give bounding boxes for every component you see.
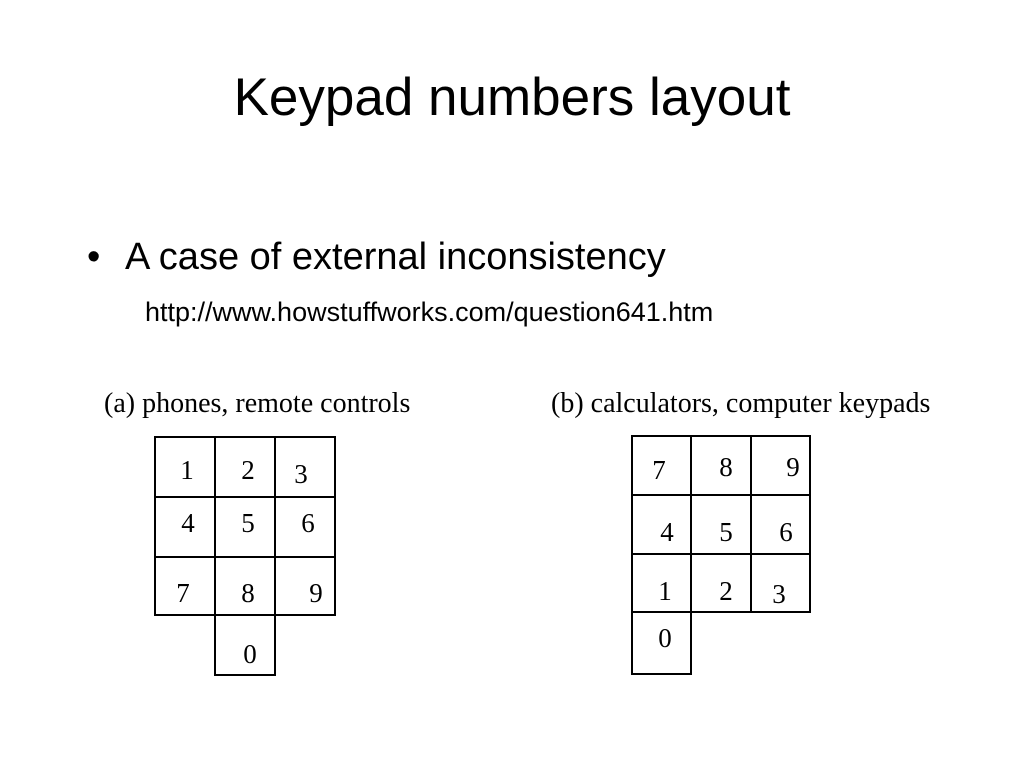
bullet-text: A case of external inconsistency [125,236,666,278]
keypad-a-key-4: 4 [181,508,195,538]
keypad-b-line [631,435,811,437]
keypad-a-line [154,614,336,616]
bullet-marker: • [87,236,101,278]
keypad-b-key-4: 4 [660,517,674,547]
keypad-b-caption: (b) calculators, computer keypads [551,388,931,419]
keypad-a-line [154,436,336,438]
keypad-b-line [631,553,811,555]
keypad-b-key-0: 0 [658,623,672,653]
keypad-a-key-9: 9 [309,578,323,608]
keypad-a-line [214,674,276,676]
keypad-b-key-2: 2 [719,576,733,606]
keypad-b-key-6: 6 [779,517,793,547]
keypad-b-line [631,673,692,675]
keypad-a-line [154,496,336,498]
keypad-a-key-7: 7 [176,578,190,608]
keypad-a-key-5: 5 [241,508,255,538]
keypad-a-line [334,436,336,616]
keypad-b-line [631,435,633,675]
keypad-b-key-5: 5 [719,517,733,547]
keypad-a-key-1: 1 [180,455,194,485]
bullet-item [87,232,666,282]
slide-title: Keypad numbers layout [233,68,791,127]
keypad-b-line [631,611,811,613]
keypad-a-key-6: 6 [301,508,315,538]
keypad-b-key-3: 3 [772,579,786,609]
keypad-b-key-1: 1 [658,576,672,606]
keypad-a-key-0: 0 [243,639,257,669]
keypad-b-line [690,435,692,675]
keypad-a-key-3: 3 [294,459,308,489]
keypad-a-line [154,436,156,616]
keypad-b-key-7: 7 [652,455,666,485]
keypad-b-line [631,494,811,496]
keypad-a-caption: (a) phones, remote controls [104,388,411,419]
keypad-a-key-2: 2 [241,455,255,485]
keypad-a-line [154,556,336,558]
keypad-b-key-9: 9 [786,452,800,482]
keypad-b-line [750,435,752,613]
source-url: http://www.howstuffworks.com/question641.htm [145,297,714,327]
keypad-a-key-8: 8 [241,578,255,608]
keypad-b-line [809,435,811,613]
keypad-b-key-8: 8 [719,452,733,482]
